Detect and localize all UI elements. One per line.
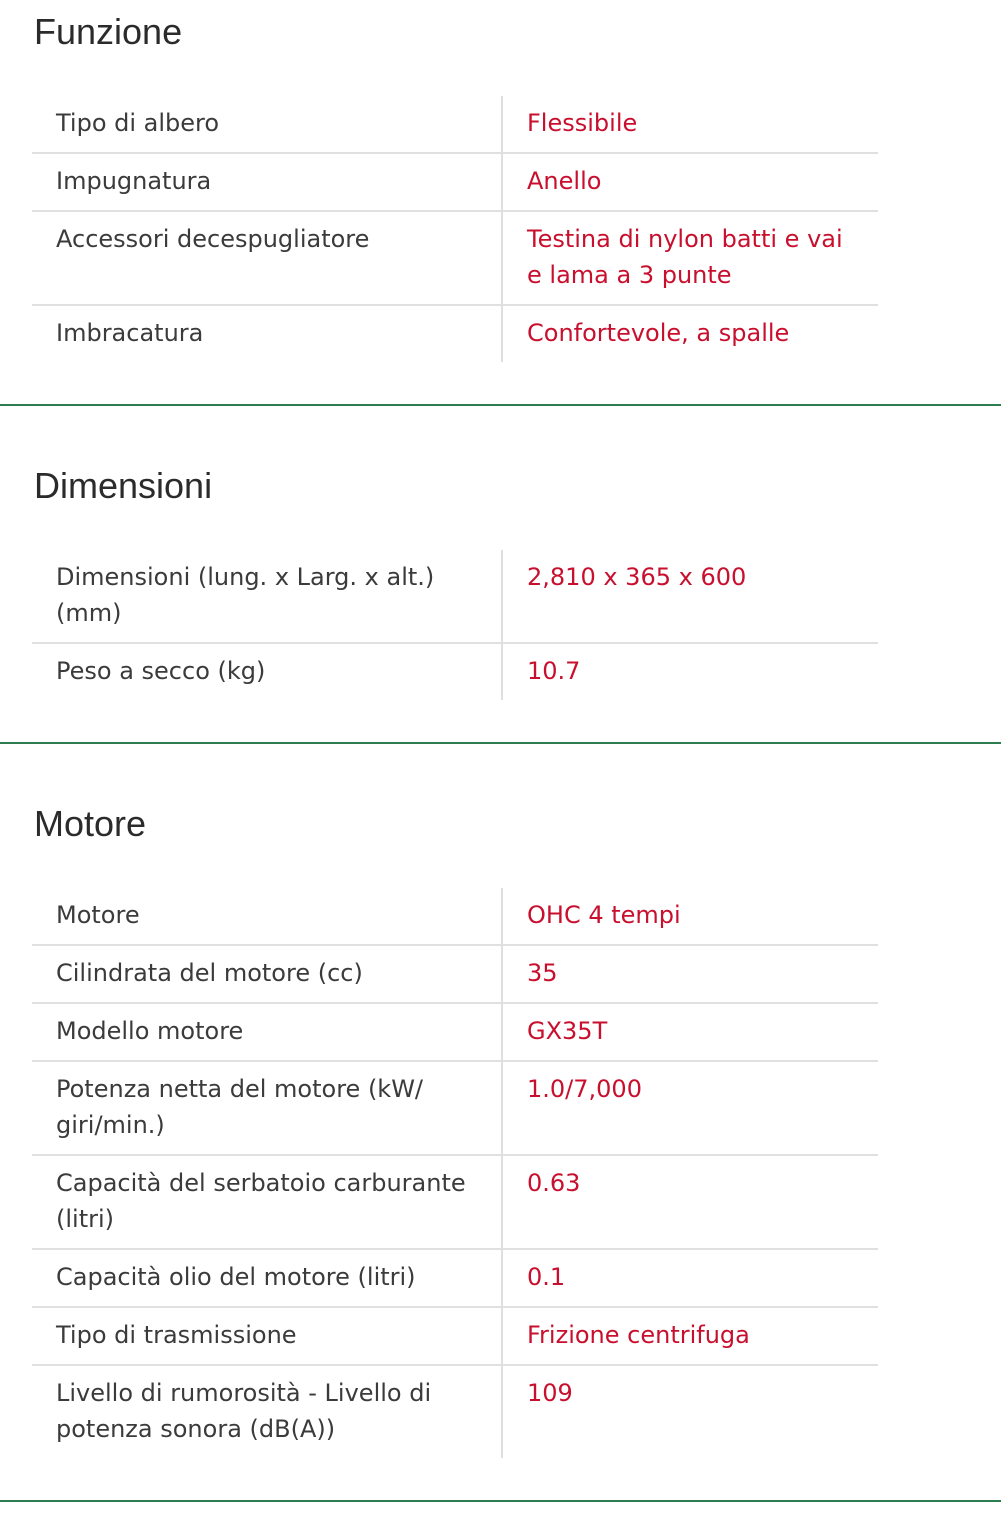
spec-value: Frizione centrifuga [502, 1307, 878, 1365]
spec-table [32, 96, 878, 362]
spec-value: 35 [502, 945, 878, 1003]
spec-value: Anello [502, 153, 878, 211]
spec-label: Tipo di albero [32, 96, 502, 153]
spec-table [32, 888, 878, 1458]
spec-value: 0.63 [502, 1155, 878, 1249]
spec-value: OHC 4 tempi [527, 901, 681, 929]
spec-label: Motore [32, 888, 502, 945]
spec-value: 2,810 x 365 x 600 [527, 563, 747, 591]
spec-value: 109 [502, 1365, 878, 1458]
spec-value: Flessibile [527, 109, 638, 137]
spec-label: Potenza netta del motore (kW/ giri/min.) [32, 1061, 502, 1155]
table-row [32, 1003, 878, 1061]
spec-label: Livello di rumorosità - Livello di potenza sonora (dB(A)) [32, 1365, 502, 1458]
table-row [32, 643, 878, 700]
spec-value: GX35T [502, 1003, 878, 1061]
table-row [32, 305, 878, 362]
table-row [32, 550, 878, 643]
spec-label: Peso a secco (kg) [32, 643, 502, 700]
table-row [32, 945, 878, 1003]
spec-table [32, 550, 878, 700]
spec-label: Capacità del serbatoio carburante (litri) [32, 1155, 502, 1249]
table-row [32, 96, 878, 153]
section-motore [0, 744, 1001, 1500]
spec-value: Confortevole, a spalle [502, 305, 878, 362]
spec-label: Impugnatura [32, 153, 502, 211]
table-row [32, 1365, 878, 1458]
section-title: Motore [34, 803, 147, 844]
table-row [32, 1249, 878, 1307]
spec-label: Cilindrata del motore (cc) [32, 945, 502, 1003]
table-row [32, 1155, 878, 1249]
spec-value: 1.0/7,000 [502, 1061, 878, 1155]
section-title: Dimensioni [34, 465, 213, 506]
table-row [32, 1061, 878, 1155]
spec-label: Imbracatura [32, 305, 502, 362]
table-row [32, 211, 878, 305]
spec-label: Capacità olio del motore (litri) [32, 1249, 502, 1307]
spec-label: Modello motore [32, 1003, 502, 1061]
section-dimensioni [0, 406, 1001, 742]
spec-label: Tipo di trasmissione [32, 1307, 502, 1365]
spec-value: Testina di nylon batti e vai e lama a 3 punte [502, 211, 878, 305]
spec-value: 10.7 [502, 643, 878, 700]
spec-value: 0.1 [502, 1249, 878, 1307]
table-row [32, 888, 878, 945]
table-row [32, 153, 878, 211]
section-divider [0, 1500, 1001, 1502]
spec-label: Accessori decespugliatore [32, 211, 502, 305]
table-row [32, 1307, 878, 1365]
spec-label: Dimensioni (lung. x Larg. x alt.) (mm) [32, 550, 502, 643]
section-funzione [0, 0, 1001, 405]
section-title: Funzione [34, 11, 183, 52]
